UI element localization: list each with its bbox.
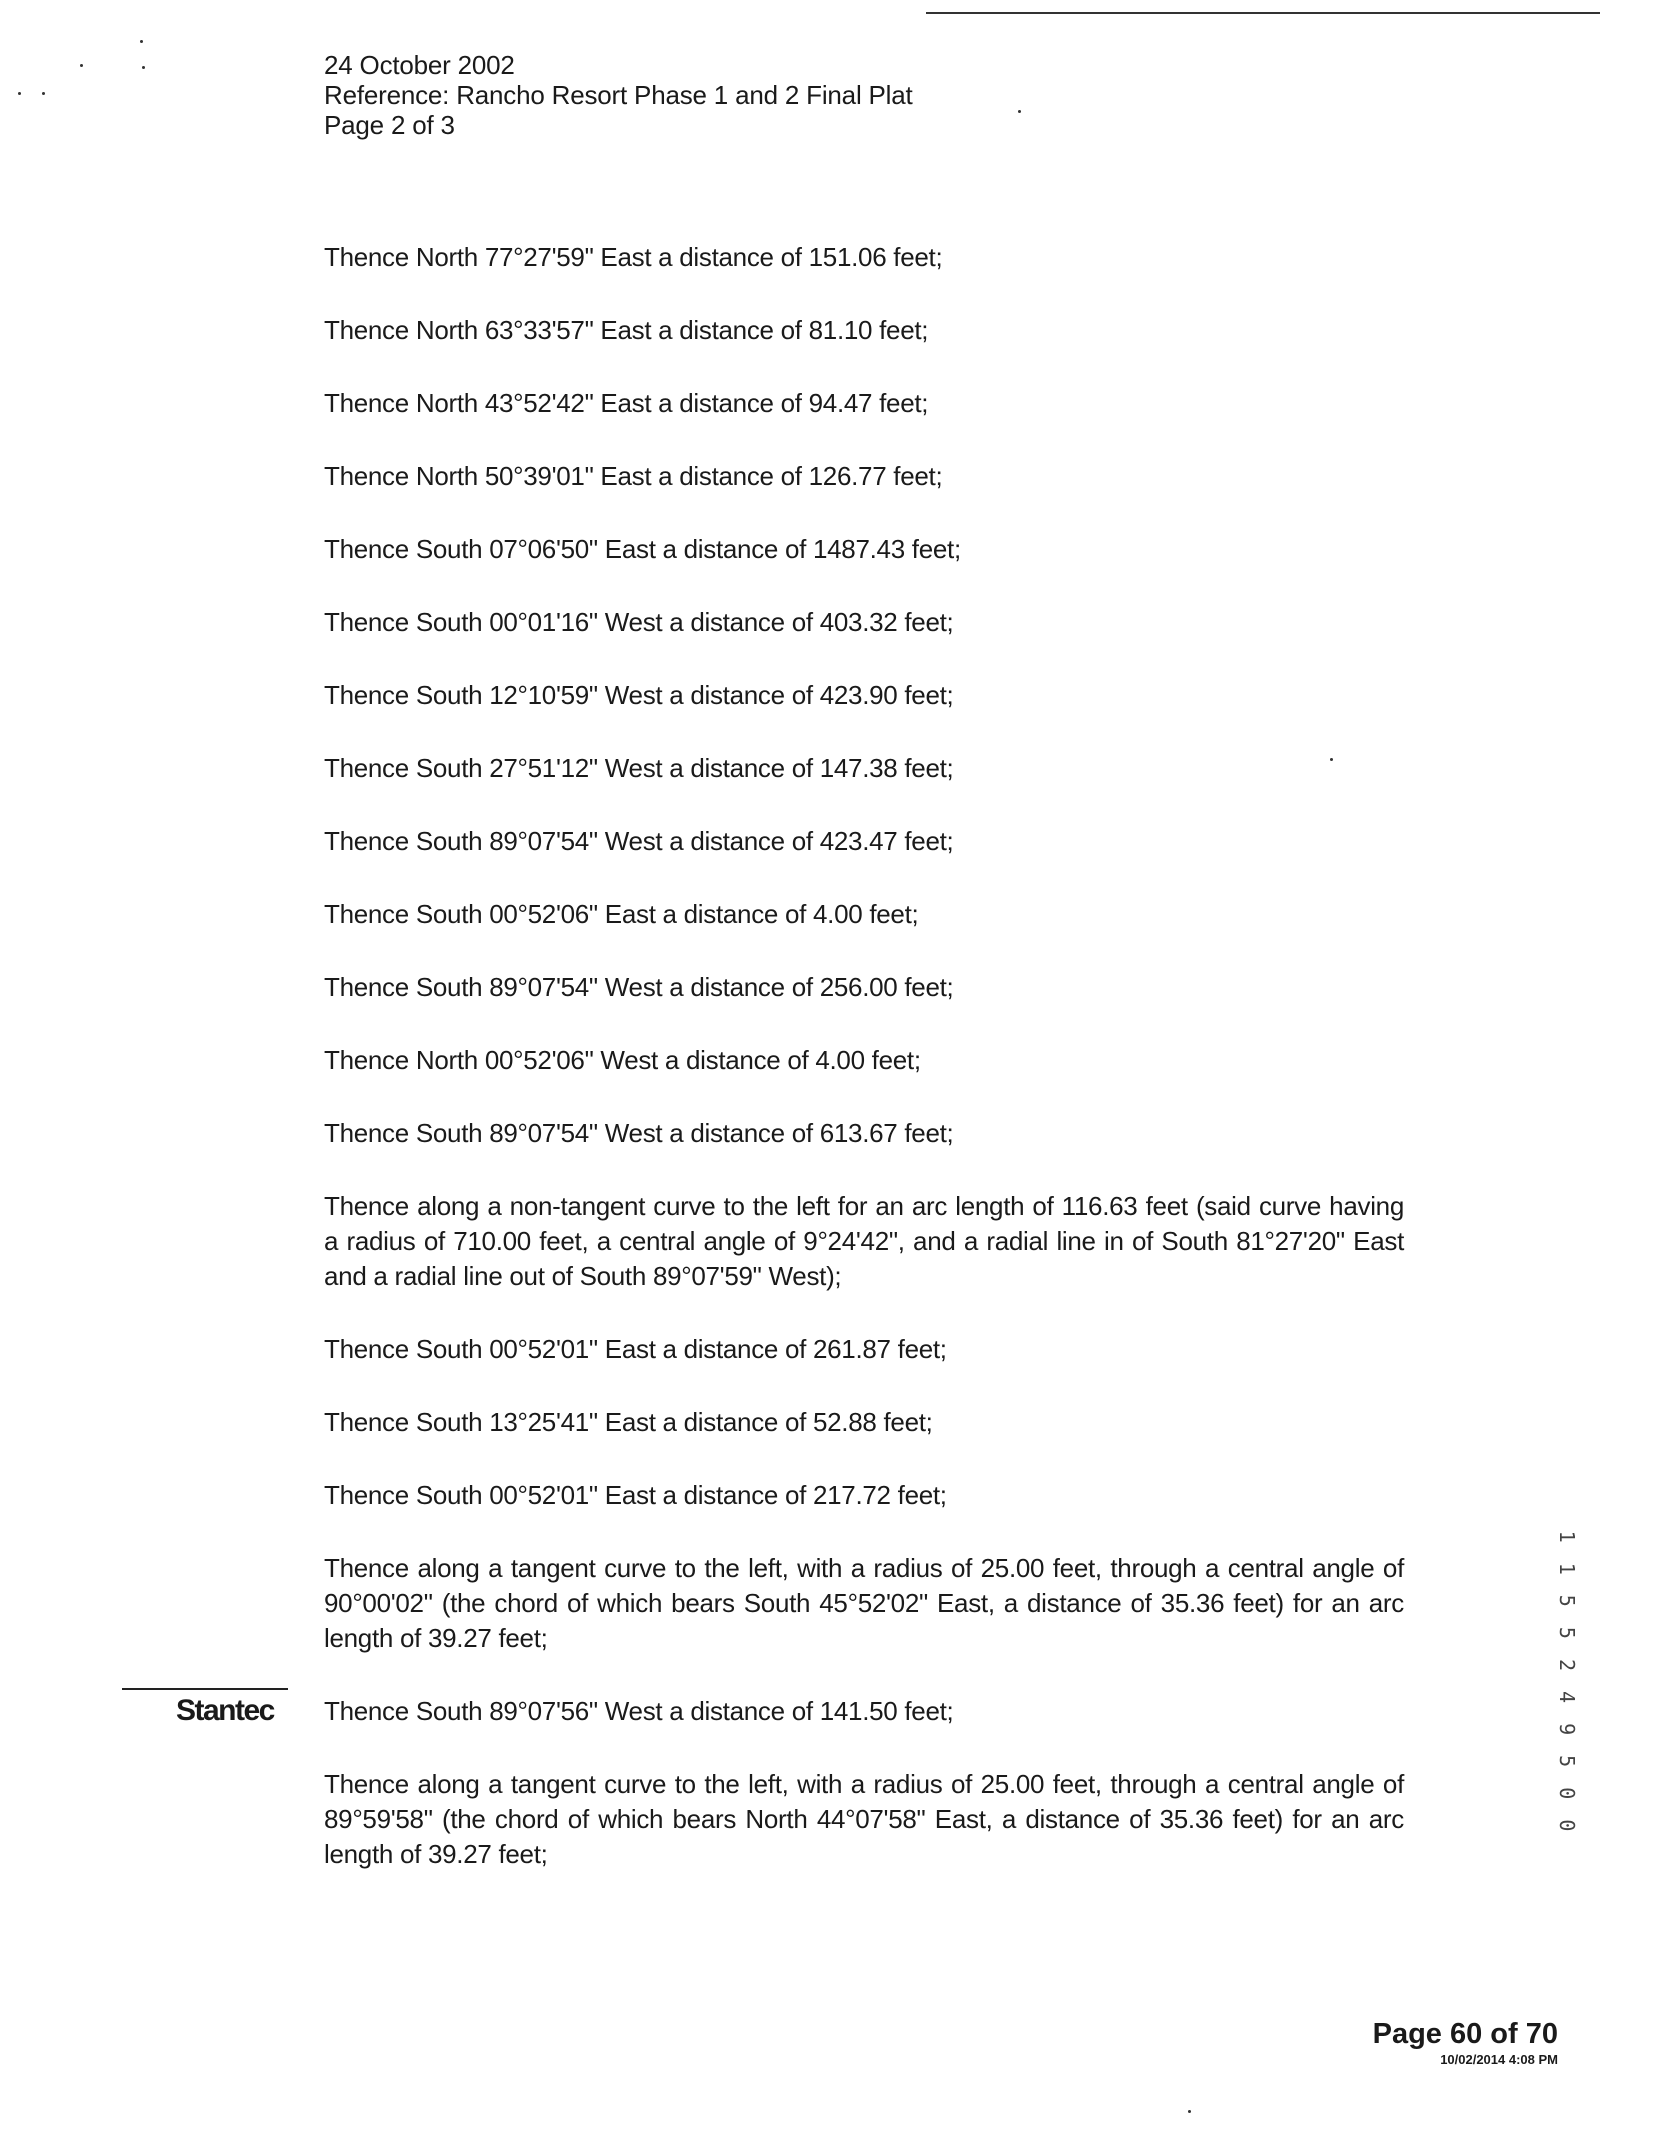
curve-paragraph: Thence along a tangent curve to the left, with a radius of 25.00 feet, through a central angle of 89°59'58" (the chord of which bears North 44°07'58" East, a distance of 35.36 feet) for an arc length of 39.27 feet; — [324, 1769, 1404, 1869]
course-paragraph: Thence North 43°52'42" East a distance of 94.47 feet; — [324, 388, 929, 418]
course-paragraph: Thence South 89°07'54" West a distance of 256.00 feet; — [324, 972, 954, 1002]
side-stamp-text: 1 1 5 5 2 4 9 5 0 0 — [1555, 1530, 1579, 1836]
course-paragraph: Thence South 00°52'01" East a distance of 261.87 feet; — [324, 1334, 947, 1364]
course-paragraph: Thence South 07°06'50" East a distance of 1487.43 feet; — [324, 534, 961, 564]
legal-description — [324, 240, 1404, 1910]
header-reference: Reference: Rancho Resort Phase 1 and 2 Final Plat — [324, 80, 913, 110]
scan-speck — [42, 92, 45, 95]
curve-paragraph: Thence along a non-tangent curve to the left for an arc length of 116.63 feet (said curve having a radius of 710.00 feet, a central angle of 9°24'42", and a radial line in of South 81°27'20" East and a radial line out of South 89°07'59" West); — [324, 1191, 1404, 1291]
course-paragraph: Thence South 13°25'41" East a distance of 52.88 feet; — [324, 1407, 933, 1437]
course-paragraph: Thence South 27°51'12" West a distance of 147.38 feet; — [324, 753, 954, 783]
course-paragraph: Thence South 89°07'54" West a distance of 613.67 feet; — [324, 1118, 954, 1148]
stantec-logo: Stantec — [176, 1694, 274, 1727]
course-paragraph: Thence North 50°39'01" East a distance of 126.77 feet; — [324, 461, 943, 491]
scan-speck — [1018, 110, 1021, 113]
scan-speck — [80, 64, 83, 67]
course-paragraph: Thence South 00°01'16" West a distance of 403.32 feet; — [324, 607, 954, 637]
header-date: 24 October 2002 — [324, 50, 515, 80]
course-paragraph: Thence South 00°52'01" East a distance of 217.72 feet; — [324, 1480, 947, 1510]
course-paragraph: Thence North 00°52'06" West a distance of 4.00 feet; — [324, 1045, 921, 1075]
top-rule — [926, 12, 1600, 14]
course-paragraph: Thence North 63°33'57" East a distance of 81.10 feet; — [324, 315, 929, 345]
print-timestamp: 10/02/2014 4:08 PM — [1440, 2052, 1558, 2067]
side-stamp — [1552, 1518, 1582, 1848]
scan-speck — [140, 40, 143, 43]
course-paragraph: Thence South 89°07'54" West a distance of 423.47 feet; — [324, 826, 954, 856]
course-paragraph: Thence South 00°52'06" East a distance of 4.00 feet; — [324, 899, 919, 929]
curve-paragraph: Thence along a tangent curve to the left, with a radius of 25.00 feet, through a central angle of 90°00'02" (the chord of which bears South 45°52'02" East, a distance of 35.36 feet) for an arc length of 39.27 feet; — [324, 1553, 1404, 1653]
logo-rule — [122, 1688, 288, 1690]
course-paragraph: Thence South 89°07'56" West a distance of 141.50 feet; — [324, 1696, 954, 1726]
course-paragraph: Thence South 12°10'59" West a distance of 423.90 feet; — [324, 680, 954, 710]
course-paragraph: Thence North 77°27'59" East a distance of 151.06 feet; — [324, 242, 943, 272]
scan-speck — [1188, 2110, 1191, 2113]
letter-header — [324, 50, 913, 140]
scan-speck — [142, 66, 145, 69]
header-page: Page 2 of 3 — [324, 110, 455, 140]
page-number: Page 60 of 70 — [1372, 2018, 1558, 2050]
scan-speck — [18, 92, 21, 95]
